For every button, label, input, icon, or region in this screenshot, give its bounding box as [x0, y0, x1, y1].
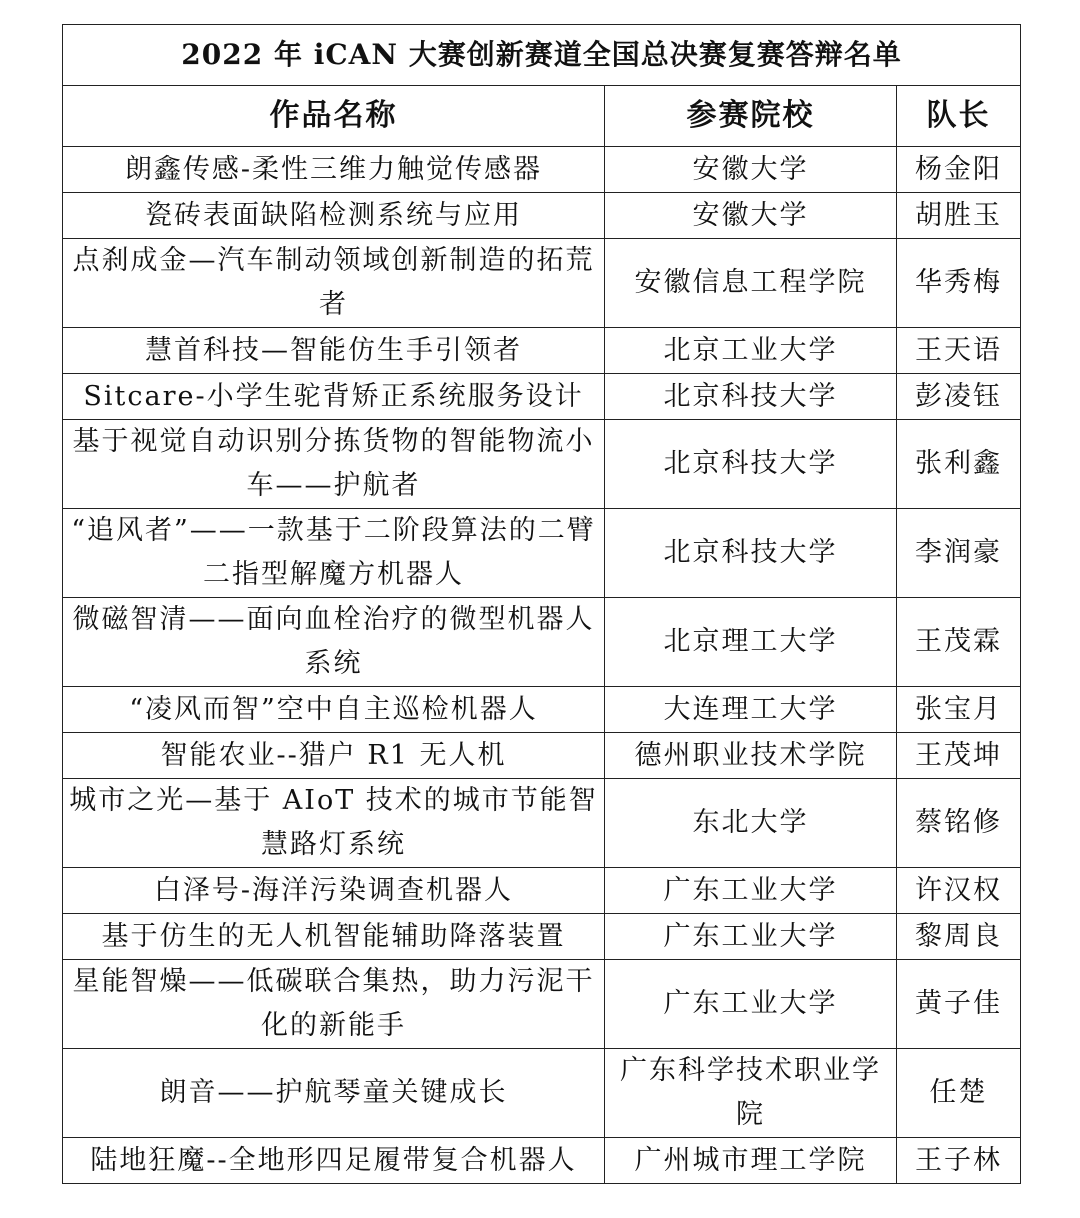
- table-row: [63, 374, 1021, 420]
- table-row: [63, 687, 1021, 733]
- captain-cell: 许汉权: [897, 868, 1021, 914]
- school-cell: 东北大学: [605, 779, 897, 868]
- table-row: [63, 1049, 1021, 1138]
- project-name-cell: 瓷砖表面缺陷检测系统与应用: [63, 193, 605, 239]
- project-name-cell: 白泽号-海洋污染调查机器人: [63, 868, 605, 914]
- captain-cell: 王茂坤: [897, 733, 1021, 779]
- project-name-cell: 朗鑫传感-柔性三维力触觉传感器: [63, 147, 605, 193]
- school-cell: 广东工业大学: [605, 914, 897, 960]
- table-row: [63, 960, 1021, 1049]
- table-row: [63, 868, 1021, 914]
- school-cell: 北京工业大学: [605, 328, 897, 374]
- column-header-school: 参赛院校: [605, 86, 897, 147]
- table-row: [63, 147, 1021, 193]
- school-cell: 北京理工大学: [605, 598, 897, 687]
- project-name-cell: 陆地狂魔--全地形四足履带复合机器人: [63, 1138, 605, 1184]
- captain-cell: 张利鑫: [897, 420, 1021, 509]
- school-cell: 大连理工大学: [605, 687, 897, 733]
- table-row: [63, 598, 1021, 687]
- table-row: [63, 1138, 1021, 1184]
- table-title: 2022 年 iCAN 大赛创新赛道全国总决赛复赛答辩名单: [63, 25, 1021, 86]
- school-cell: 德州职业技术学院: [605, 733, 897, 779]
- table-row: [63, 328, 1021, 374]
- project-name-cell: 朗音——护航琴童关键成长: [63, 1049, 605, 1138]
- project-name-cell: 城市之光—基于 AIoT 技术的城市节能智慧路灯系统: [63, 779, 605, 868]
- column-header-project: 作品名称: [63, 86, 605, 147]
- project-name-cell: 慧首科技—智能仿生手引领者: [63, 328, 605, 374]
- school-cell: 安徽信息工程学院: [605, 239, 897, 328]
- captain-cell: 华秀梅: [897, 239, 1021, 328]
- captain-cell: 张宝月: [897, 687, 1021, 733]
- captain-cell: 蔡铭修: [897, 779, 1021, 868]
- table-row: [63, 193, 1021, 239]
- school-cell: 广州城市理工学院: [605, 1138, 897, 1184]
- captain-cell: 黎周良: [897, 914, 1021, 960]
- school-cell: 北京科技大学: [605, 374, 897, 420]
- captain-cell: 彭凌钰: [897, 374, 1021, 420]
- captain-cell: 李润豪: [897, 509, 1021, 598]
- table-row: [63, 914, 1021, 960]
- results-table: [62, 24, 1021, 1184]
- captain-cell: 黄子佳: [897, 960, 1021, 1049]
- column-header-captain: 队长: [897, 86, 1021, 147]
- captain-cell: 王茂霖: [897, 598, 1021, 687]
- school-cell: 北京科技大学: [605, 509, 897, 598]
- project-name-cell: “凌风而智”空中自主巡检机器人: [63, 687, 605, 733]
- captain-cell: 胡胜玉: [897, 193, 1021, 239]
- project-name-cell: “追风者”——一款基于二阶段算法的二臂二指型解魔方机器人: [63, 509, 605, 598]
- table-row: [63, 733, 1021, 779]
- school-cell: 广东工业大学: [605, 960, 897, 1049]
- table-row: [63, 239, 1021, 328]
- project-name-cell: Sitcare-小学生驼背矫正系统服务设计: [63, 374, 605, 420]
- table-row: [63, 509, 1021, 598]
- table-row: [63, 779, 1021, 868]
- captain-cell: 王子林: [897, 1138, 1021, 1184]
- project-name-cell: 基于仿生的无人机智能辅助降落装置: [63, 914, 605, 960]
- project-name-cell: 点刹成金—汽车制动领域创新制造的拓荒者: [63, 239, 605, 328]
- school-cell: 广东工业大学: [605, 868, 897, 914]
- project-name-cell: 基于视觉自动识别分拣货物的智能物流小车——护航者: [63, 420, 605, 509]
- project-name-cell: 星能智燥——低碳联合集热，助力污泥干化的新能手: [63, 960, 605, 1049]
- school-cell: 安徽大学: [605, 193, 897, 239]
- school-cell: 广东科学技术职业学院: [605, 1049, 897, 1138]
- captain-cell: 杨金阳: [897, 147, 1021, 193]
- school-cell: 安徽大学: [605, 147, 897, 193]
- school-cell: 北京科技大学: [605, 420, 897, 509]
- captain-cell: 任楚: [897, 1049, 1021, 1138]
- captain-cell: 王天语: [897, 328, 1021, 374]
- project-name-cell: 智能农业--猎户 R1 无人机: [63, 733, 605, 779]
- project-name-cell: 微磁智清——面向血栓治疗的微型机器人系统: [63, 598, 605, 687]
- table-row: [63, 420, 1021, 509]
